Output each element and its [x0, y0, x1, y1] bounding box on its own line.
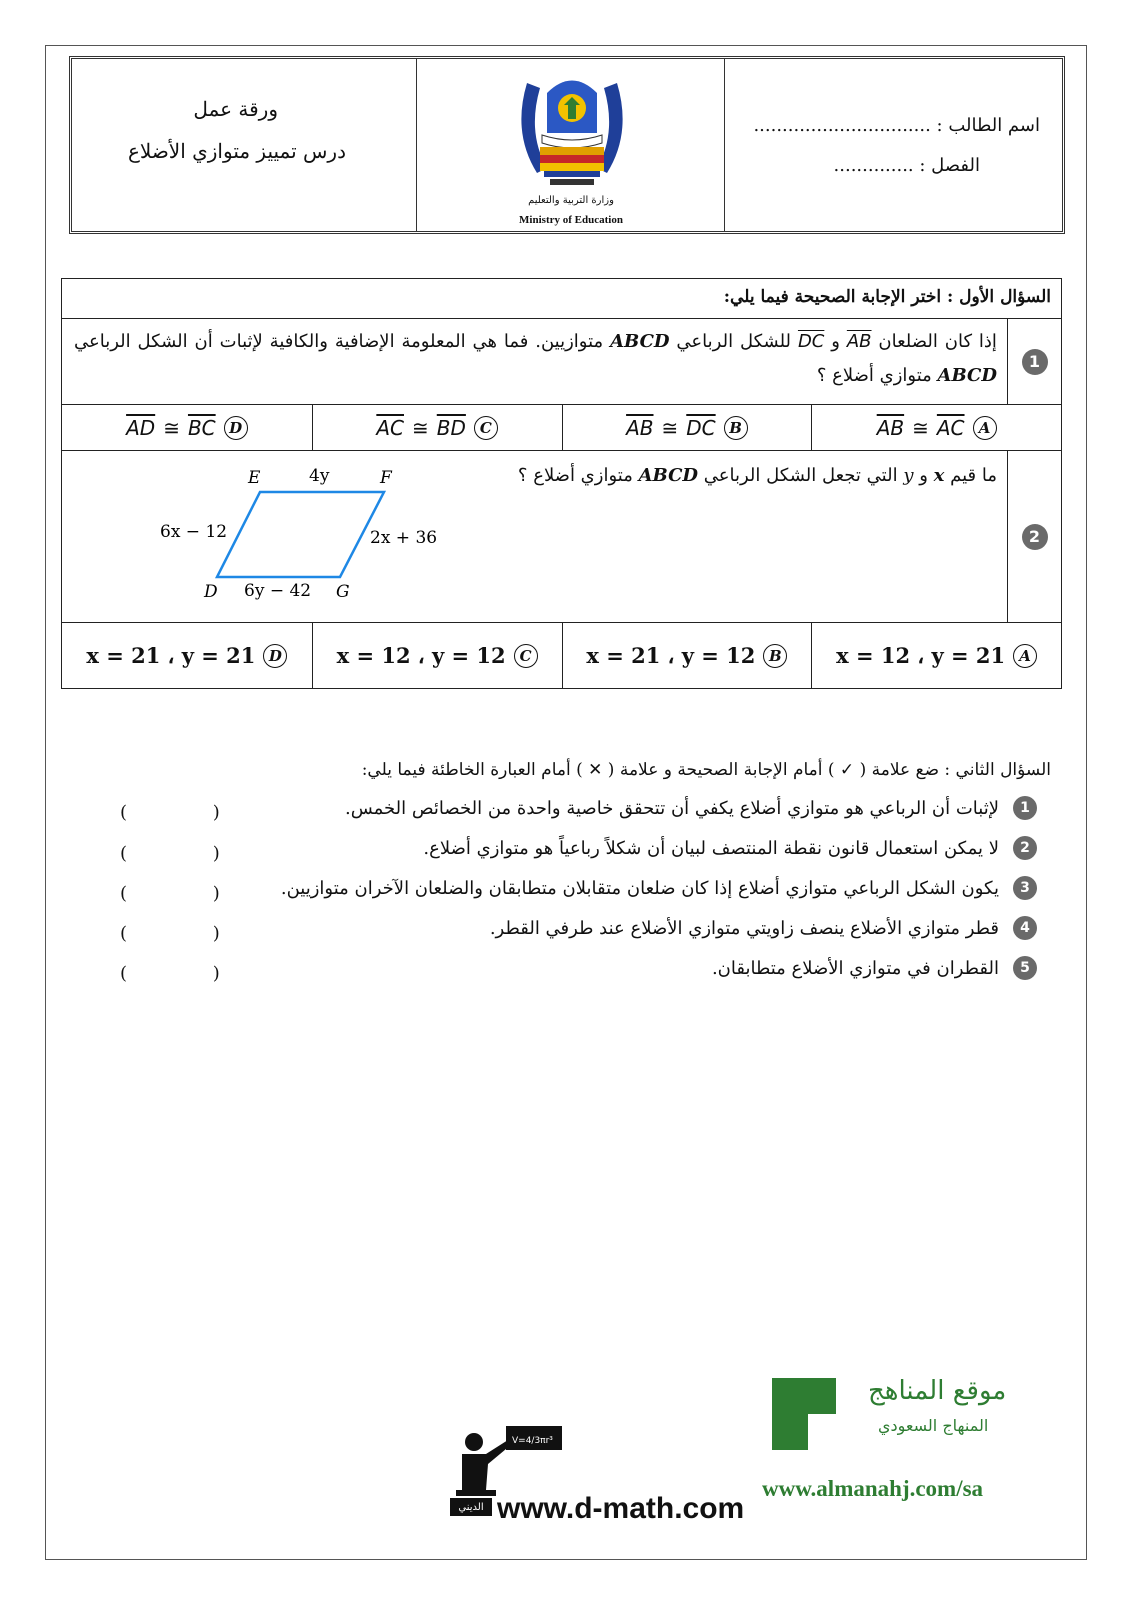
item-2-stem	[518, 465, 997, 486]
almanahj-url[interactable]: www.almanahj.com/sa	[762, 1476, 984, 1501]
option-a[interactable]	[811, 623, 1061, 688]
answer-parens[interactable]: ( )	[120, 923, 260, 944]
congruent-symbol: ≅	[163, 415, 180, 440]
option-b[interactable]	[562, 405, 812, 450]
worksheet-title: ورقة عمل	[193, 97, 278, 121]
statement-number-badge: 1	[1013, 796, 1037, 820]
option-right-segment: $\overline{AC}$	[936, 415, 965, 440]
option-letter: C	[474, 416, 498, 440]
stem-text: متوازي أضلاع ؟	[816, 365, 932, 386]
statement-number-badge: 2	[1013, 836, 1037, 860]
item-2-options-row	[62, 623, 1061, 688]
variable-y: y	[903, 465, 914, 486]
board-formula: V=4/3πr³	[512, 1436, 553, 1446]
tf-statement-2	[423, 836, 1037, 860]
item-number-cell	[1007, 319, 1061, 404]
option-c[interactable]	[312, 405, 562, 450]
ministry-name-ar: وزارة التربية والتعليم	[528, 195, 614, 206]
parallelogram-figure	[152, 459, 472, 619]
mascot-tag: الديني	[450, 1498, 492, 1516]
option-text: x = 12 ، y = 21	[836, 643, 1006, 668]
option-letter: D	[224, 416, 248, 440]
option-right-segment: $\overline{DC}$	[686, 415, 716, 440]
option-left-segment: $\overline{AC}$	[376, 415, 404, 440]
answer-parens[interactable]: ( )	[120, 802, 260, 823]
statement-number-badge: 4	[1013, 916, 1037, 940]
tf-statement-1	[345, 796, 1037, 820]
statement-text: قطر متوازي الأضلاع ينصف زاويتي متوازي الأضلاع عند طرفي القطر.	[489, 917, 999, 939]
side-top-label: 4y	[309, 466, 330, 486]
shape-label: ABCD	[610, 331, 670, 352]
statement-number-badge: 5	[1013, 956, 1037, 980]
option-letter: D	[263, 644, 287, 668]
question-one-heading-row	[62, 279, 1061, 319]
option-letter: C	[514, 644, 538, 668]
option-a[interactable]	[811, 405, 1061, 450]
option-text: x = 21 ، y = 12	[586, 643, 756, 668]
answer-parens[interactable]: ( )	[120, 963, 260, 984]
question-one-box	[61, 278, 1062, 689]
vertex-d-label: D	[204, 582, 218, 602]
dmath-url[interactable]: www.d-math.com	[497, 1492, 745, 1525]
side-left-label: 6x − 12	[160, 522, 228, 542]
statement-text: القطران في متوازي الأضلاع متطابقان.	[711, 957, 999, 979]
answer-parens[interactable]: ( )	[120, 883, 260, 904]
question-one-item-2	[62, 451, 1061, 623]
side-bottom-label: 6y − 42	[244, 581, 312, 601]
option-right-segment: $\overline{BD}$	[436, 415, 466, 440]
question-one-heading: السؤال الأول : اختر الإجابة الصحيحة فيما يلي:	[723, 287, 1051, 307]
question-two-heading: السؤال الثاني : ضع علامة ( ✓ ) أمام الإجابة الصحيحة و علامة ( ✕ ) أمام العبارة الخاطئة فيما يلي:	[361, 760, 1051, 780]
worksheet-header	[69, 56, 1065, 234]
lesson-title: درس تمييز متوازي الأضلاع	[127, 139, 346, 163]
statement-number-badge: 3	[1013, 876, 1037, 900]
header-student-cell	[725, 59, 1062, 231]
option-d[interactable]	[62, 405, 312, 450]
answer-parens[interactable]: ( )	[120, 843, 260, 864]
option-letter: A	[1013, 644, 1037, 668]
option-text: x = 21 ، y = 21	[86, 643, 256, 668]
almanahj-logo-block	[772, 1378, 808, 1450]
variable-x: x	[933, 465, 945, 486]
segment-label: AB	[846, 331, 872, 352]
congruent-symbol: ≅	[412, 415, 429, 440]
class-field[interactable]: الفصل : ..............	[833, 155, 980, 176]
tf-statement-4	[490, 916, 1037, 940]
statement-text: يكون الشكل الرباعي متوازي أضلاع إذا كان ضلعان متقابلان متطابقان والضلعان الآخران متوازيين.	[280, 877, 999, 899]
stem-text: التي تجعل الشكل الرباعي	[703, 465, 898, 486]
option-right-segment: $\overline{BC}$	[187, 415, 216, 440]
vertex-g-label: G	[336, 582, 350, 602]
ministry-name-en: Ministry of Education	[519, 214, 623, 226]
stem-text: ما قيم	[950, 465, 997, 486]
tf-statement-5	[712, 956, 1037, 980]
almanahj-site-subtitle: المنهاج السعودي	[878, 1416, 989, 1435]
statement-text: لإثبات أن الرباعي هو متوازي أضلاع يكفي أن تتحقق خاصية واحدة من الخصائص الخمس.	[344, 797, 999, 819]
statement-text: لا يمكن استعمال قانون نقطة المنتصف لبيان أن شكلاً رباعياً هو متوازي أضلاع.	[423, 837, 999, 859]
stem-text: و	[919, 465, 928, 486]
option-left-segment: $\overline{AB}$	[876, 415, 905, 440]
ministry-logo	[502, 63, 642, 213]
congruent-symbol: ≅	[912, 415, 929, 440]
stem-text: إذا كان الضلعان	[878, 331, 997, 352]
student-name-field[interactable]: اسم الطالب : ...............................	[753, 115, 1040, 136]
option-b[interactable]	[562, 623, 812, 688]
tf-statement-3	[281, 876, 1037, 900]
option-text: x = 12 ، y = 12	[336, 643, 506, 668]
parallelogram-shape	[217, 492, 384, 577]
vertex-e-label: E	[248, 468, 261, 488]
stem-text: و	[831, 331, 840, 352]
item-number-cell	[1007, 451, 1061, 622]
header-logo-cell	[417, 59, 725, 231]
option-letter: B	[763, 644, 787, 668]
header-title-cell	[72, 59, 417, 231]
option-c[interactable]	[312, 623, 562, 688]
almanahj-logo-block	[808, 1378, 836, 1414]
option-left-segment: $\overline{AD}$	[126, 415, 156, 440]
item-1-options-row	[62, 405, 1061, 451]
item-number-badge: 1	[1022, 349, 1048, 375]
stem-text: للشكل الرباعي	[676, 331, 792, 352]
option-letter: A	[973, 416, 997, 440]
vertex-f-label: F	[380, 468, 392, 488]
stem-text: متوازي أضلاع ؟	[517, 465, 633, 486]
almanahj-site-name: موقع المناهج	[868, 1376, 1007, 1406]
item-number-badge: 2	[1022, 524, 1048, 550]
item-1-stem	[74, 325, 997, 393]
option-d[interactable]	[62, 623, 312, 688]
shape-label: ABCD	[937, 365, 997, 386]
stem-text: متوازيين. فما هي المعلومة الإضافية والكافية لإثبات أن الشكل الرباعي	[74, 331, 604, 352]
segment-label: DC	[797, 331, 825, 352]
shape-label: ABCD	[638, 465, 699, 486]
congruent-symbol: ≅	[661, 415, 679, 440]
question-one-item-1	[62, 319, 1061, 405]
side-right-label: 2x + 36	[370, 528, 438, 548]
option-left-segment: $\overline{AB}$	[626, 415, 654, 440]
option-letter: B	[724, 416, 748, 440]
